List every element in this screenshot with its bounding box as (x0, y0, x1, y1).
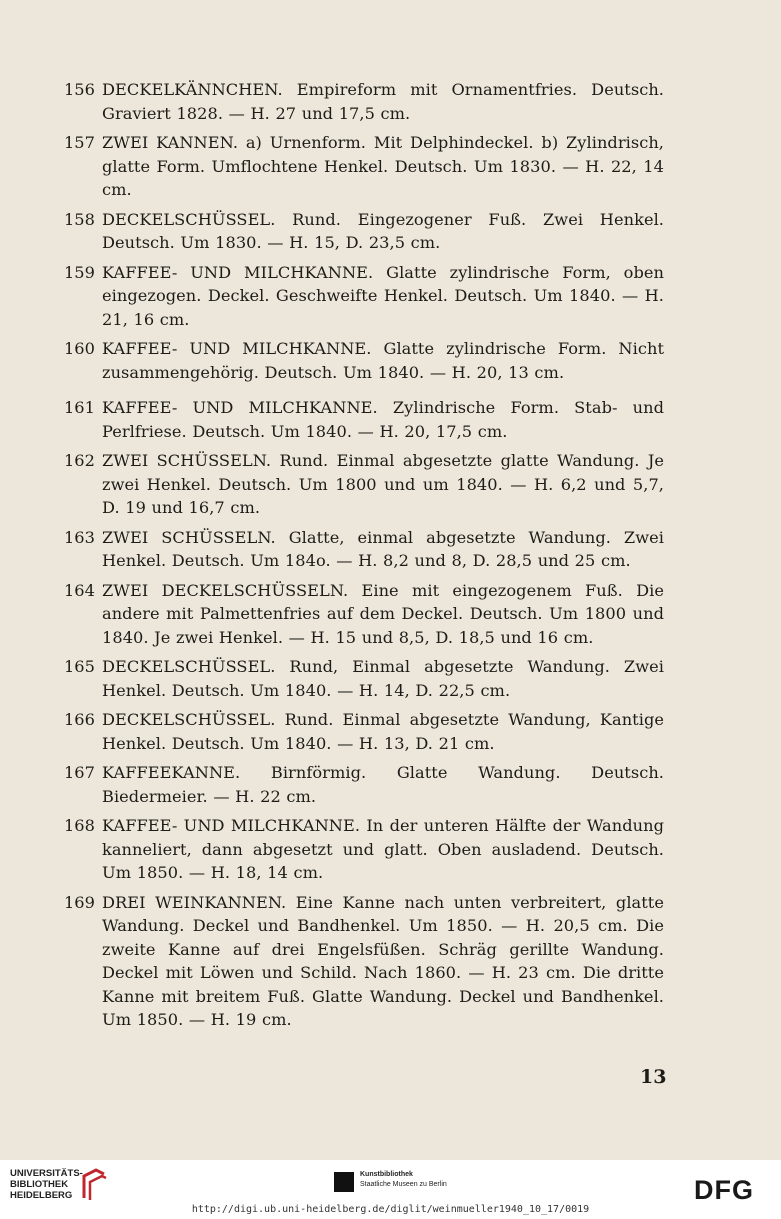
entry-number: 159 (64, 262, 95, 282)
footer-bar (0, 1160, 781, 1219)
kb-line-1: Kunstbibliothek (360, 1171, 413, 1178)
entry-number: 164 (64, 580, 95, 600)
catalog-entry (64, 78, 664, 125)
catalog-entry (64, 526, 664, 573)
entry-text: DREI WEINKANNEN. Eine Kanne nach unten verbreitert, glatte Wandung. Deckel und Bandhenkel. Um 1850. — H. 20,5 cm. Die zweite Kanne auf drei Engelsfüßen. Schräg gerillte Wandung. Deckel mit Löwen und Schild. Nach 1860. — H. 23 cm. Die dritte Kanne mit breitem Fuß. Glatte Wandung. Deckel und Bandhenkel. Um 1850. — H. 19 cm. (102, 892, 664, 1029)
entry-text: DECKELSCHÜSSEL. Rund, Einmal abgesetzte Wandung. Zwei Henkel. Deutsch. Um 1840. — H. 14, D. 22,5 cm. (102, 657, 664, 700)
entry-number: 168 (64, 816, 95, 835)
university-line-1: UNIVERSITÄTS- (10, 1168, 83, 1179)
catalog-entry (64, 814, 664, 885)
entry-number: 166 (64, 710, 95, 729)
university-line-2: BIBLIOTHEK (10, 1179, 69, 1190)
entry-text: KAFFEE- UND MILCHKANNE. Zylindrische Form. Stab- und Perlfriese. Deutsch. Um 1840. — H. 20, 17,5 cm. (102, 398, 664, 441)
entry-text: ZWEI SCHÜSSELN. Rund. Einmal abgesetzte glatte Wandung. Je zwei Henkel. Deutsch. Um 1800 und um 1840. — H. 6,2 und 5,7, D. 19 und 16,7 cm. (102, 451, 664, 517)
entry-number: 162 (64, 451, 95, 470)
entry-number: 165 (64, 657, 95, 676)
page-number: 13 (640, 1066, 667, 1088)
entry-number: 163 (64, 527, 95, 547)
entry-number: 156 (64, 80, 95, 99)
catalog-entry (64, 131, 664, 202)
catalog-entry (64, 708, 664, 755)
catalog-entry (64, 261, 664, 332)
entry-text: DECKELKÄNNCHEN. Empireform mit Ornamentfries. Deutsch. Graviert 1828. — H. 27 und 17,5 cm. (102, 80, 664, 123)
catalog-entry (64, 396, 664, 443)
entry-number: 160 (64, 339, 95, 358)
catalog-entries (64, 78, 664, 1038)
university-line-3: HEIDELBERG (10, 1190, 73, 1201)
entry-text: ZWEI DECKELSCHÜSSELN. Eine mit eingezogenem Fuß. Die andere mit Palmettenfries auf dem Deckel. Deutsch. Um 1800 und 1840. Je zwei Henkel. — H. 15 und 8,5, D. 18,5 und 16 cm. (102, 580, 664, 647)
university-logo-icon (80, 1168, 108, 1202)
entry-number: 158 (64, 209, 95, 229)
kunstbibliothek-name (360, 1170, 447, 1190)
entry-number: 167 (64, 763, 95, 782)
entry-text: KAFFEE- UND MILCHKANNE. Glatte zylindrische Form, oben eingezogen. Deckel. Geschweifte Henkel. Deutsch. Um 1840. — H. 21, 16 cm. (102, 262, 664, 329)
entry-number: 169 (64, 892, 95, 912)
catalog-entry (64, 891, 664, 1032)
dfg-logo: DFG (694, 1175, 754, 1205)
catalog-entry (64, 655, 664, 702)
entry-number: 157 (64, 133, 95, 152)
entry-text: DECKELSCHÜSSEL. Rund. Eingezogener Fuß. Zwei Henkel. Deutsch. Um 1830. — H. 15, D. 23,5 cm. (102, 209, 664, 252)
permalink-url[interactable]: http://digi.ub.uni-heidelberg.de/diglit/weinmueller1940_10_17/0019 (191, 1204, 590, 1215)
catalog-entry (64, 761, 664, 808)
catalog-entry (64, 337, 664, 384)
entry-text: KAFFEE- UND MILCHKANNE. In der unteren Hälfte der Wandung kanneliert, dann abgesetzt und glatt. Oben ausladend. Deutsch. Um 1850. — H. 18, 14 cm. (102, 816, 664, 882)
catalog-entry (64, 208, 664, 255)
entry-text: ZWEI KANNEN. a) Urnenform. Mit Delphindeckel. b) Zylindrisch, glatte Form. Umflochtene Henkel. Deutsch. Um 1830. — H. 22, 14 cm. (102, 133, 664, 199)
kunstbibliothek-logo-icon (334, 1172, 354, 1192)
kb-line-2: Staatliche Museen zu Berlin (360, 1181, 447, 1188)
entry-text: KAFFEE- UND MILCHKANNE. Glatte zylindrische Form. Nicht zusammengehörig. Deutsch. Um 1840. — H. 20, 13 cm. (102, 339, 664, 382)
university-library-name (10, 1168, 83, 1201)
catalog-entry (64, 449, 664, 520)
catalog-entry (64, 579, 664, 650)
entry-text: ZWEI SCHÜSSELN. Glatte, einmal abgesetzte Wandung. Zwei Henkel. Deutsch. Um 184o. — H. 8,2 und 8, D. 28,5 und 25 cm. (102, 527, 664, 570)
entry-text: DECKELSCHÜSSEL. Rund. Einmal abgesetzte Wandung, Kantige Henkel. Deutsch. Um 1840. — H. 13, D. 21 cm. (102, 710, 664, 753)
entry-text: KAFFEEKANNE. Birnförmig. Glatte Wandung. Deutsch. Biedermeier. — H. 22 cm. (102, 763, 664, 806)
entry-number: 161 (64, 398, 95, 417)
